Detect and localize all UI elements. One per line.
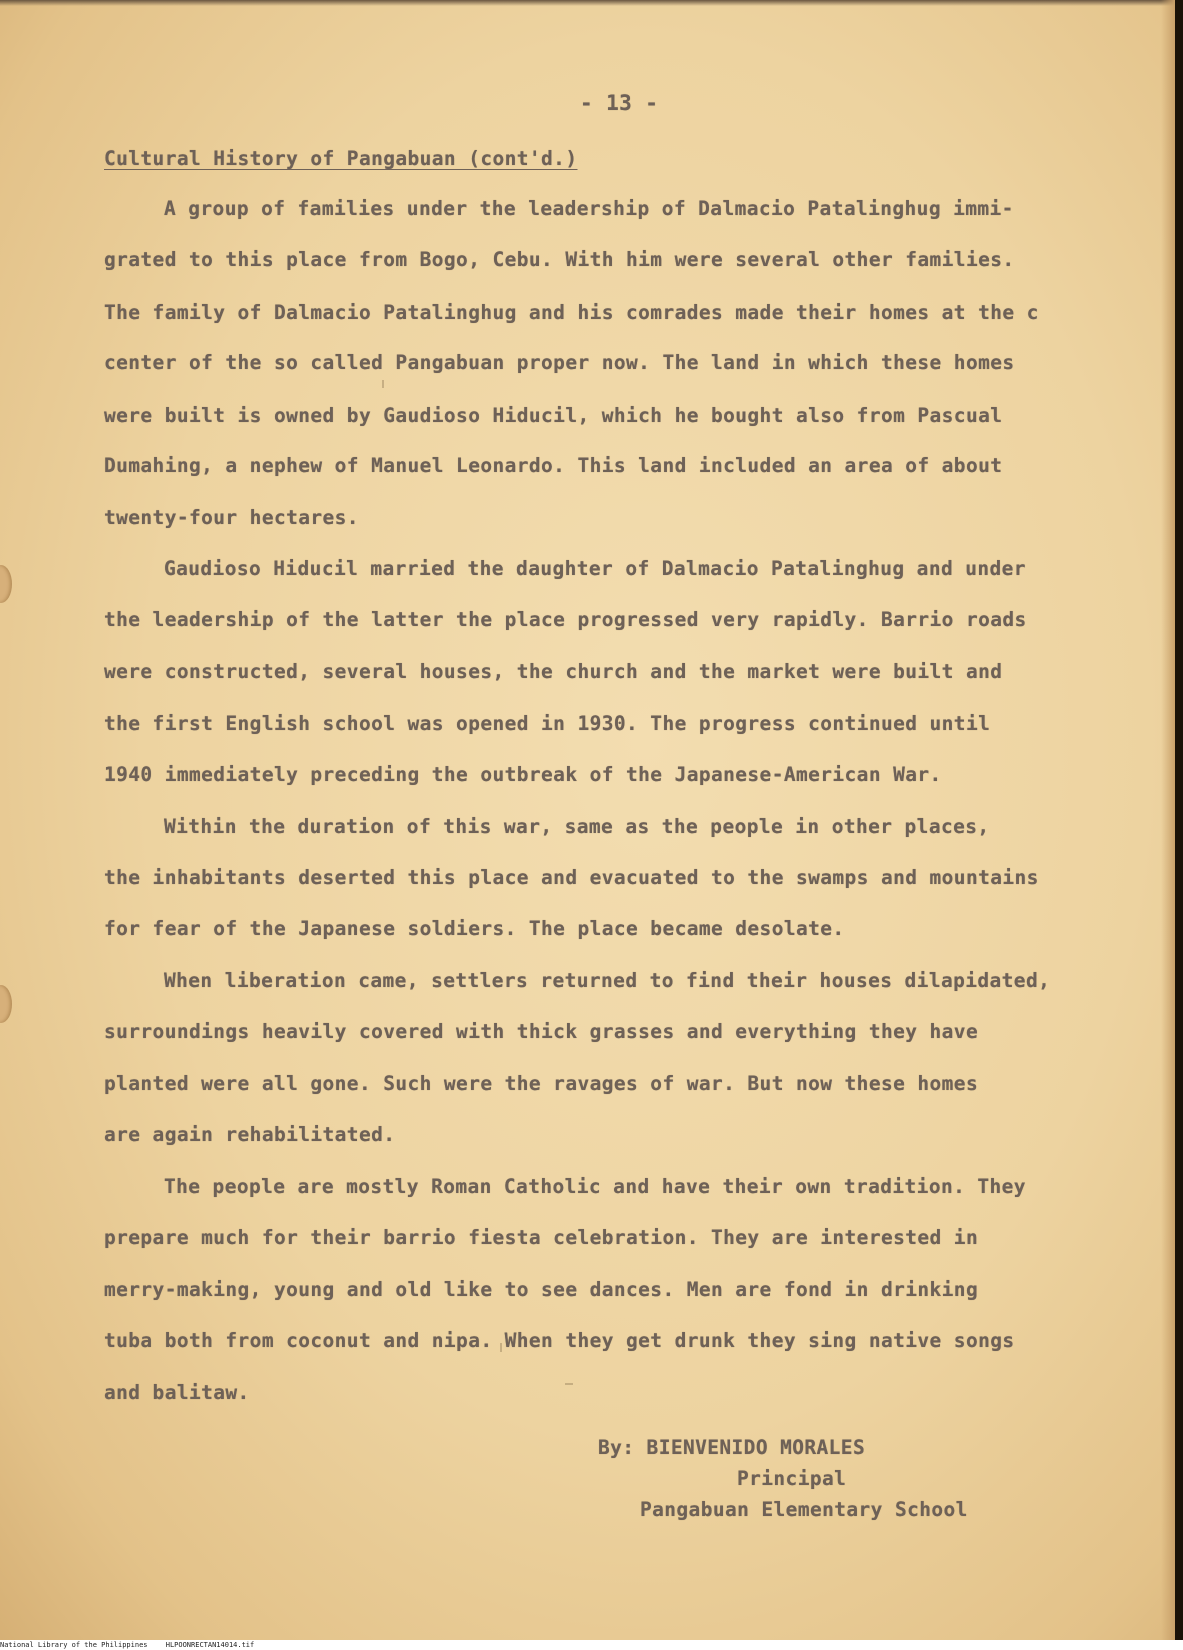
signature-school: Pangabuan Elementary School — [640, 1498, 968, 1521]
text-line: tuba both from coconut and nipa. When they get drunk they sing native songs — [104, 1329, 1015, 1352]
text-line: and balitaw. — [104, 1381, 250, 1404]
text-line: for fear of the Japanese soldiers. The place became desolate. — [104, 917, 845, 940]
stray-mark — [382, 380, 384, 388]
punch-hole-upper — [0, 565, 12, 603]
text-line: were constructed, several houses, the church and the market were built and — [104, 660, 1003, 683]
text-line: Dumahing, a nephew of Manuel Leonardo. This land included an area of about — [104, 454, 1003, 477]
text-line: surroundings heavily covered with thick grasses and everything they have — [104, 1020, 979, 1043]
text-line: merry-making, young and old like to see dances. Men are fond in drinking — [104, 1278, 979, 1301]
text-line: Gaudioso Hiducil married the daughter of Dalmacio Patalinghug and under — [164, 557, 1026, 580]
punch-hole-lower — [0, 985, 12, 1023]
footer-library: National Library of the Philippines — [0, 1641, 148, 1649]
footer-file-id: HLPOONRECTAN14014.tif — [165, 1641, 255, 1649]
scan-top-edge — [0, 0, 1175, 6]
text-line: the leadership of the latter the place progressed very rapidly. Barrio roads — [104, 608, 1027, 631]
text-line: twenty-four hectares. — [104, 506, 359, 529]
text-line: A group of families under the leadership of Dalmacio Patalinghug immi- — [164, 197, 1014, 220]
text-line: planted were all gone. Such were the ravages of war. But now these homes — [104, 1072, 979, 1095]
text-line: the inhabitants deserted this place and evacuated to the swamps and mountains — [104, 866, 1039, 889]
scan-right-edge — [1161, 0, 1175, 1640]
stray-mark — [565, 1383, 573, 1385]
page-number: - 13 - — [580, 91, 659, 115]
signature-by-line: By: BIENVENIDO MORALES — [598, 1436, 866, 1459]
text-line: The family of Dalmacio Patalinghug and his comrades made their homes at the c — [104, 301, 1039, 324]
text-line: the first English school was opened in 1930. The progress continued until — [104, 712, 991, 735]
text-line: were built is owned by Gaudioso Hiducil, which he bought also from Pascual — [104, 404, 1003, 427]
text-line: prepare much for their barrio fiesta celebration. They are interested in — [104, 1226, 979, 1249]
section-heading: Cultural History of Pangabuan (cont'd.) — [104, 147, 578, 170]
text-line: Within the duration of this war, same as the people in other places, — [164, 815, 990, 838]
text-line: The people are mostly Roman Catholic and have their own tradition. They — [164, 1175, 1026, 1198]
scan-footer — [0, 1640, 1183, 1650]
text-line: When liberation came, settlers returned to find their houses dilapidated, — [164, 969, 1051, 992]
text-line: are again rehabilitated. — [104, 1123, 396, 1146]
signature-title: Principal — [737, 1467, 847, 1490]
text-line: grated to this place from Bogo, Cebu. With him were several other families. — [104, 248, 1015, 271]
text-line: 1940 immediately preceding the outbreak of the Japanese-American War. — [104, 763, 942, 786]
text-line: center of the so called Pangabuan proper now. The land in which these homes — [104, 351, 1015, 374]
